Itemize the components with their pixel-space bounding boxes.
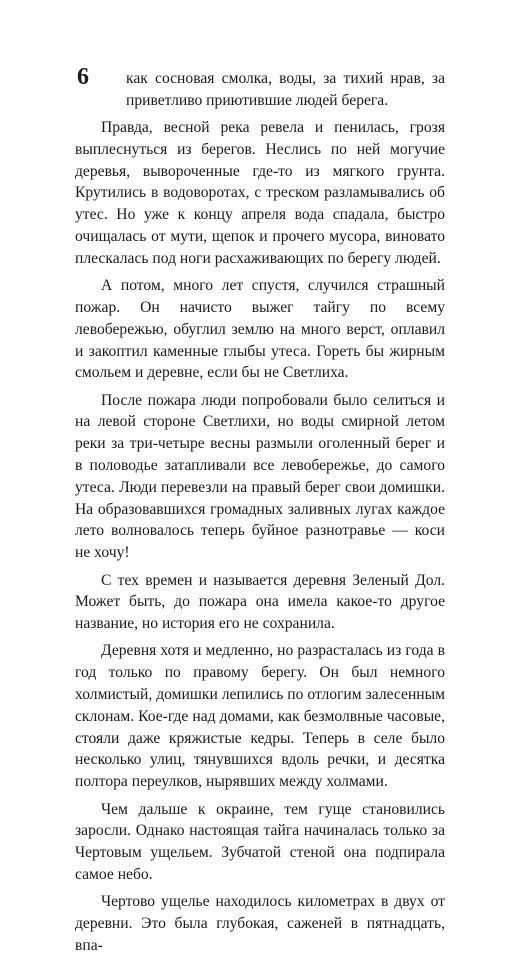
paragraph-1: как сосновая смолка, воды, за тихий нрав, за приветливо приютившие людей берега. [126, 70, 445, 109]
paragraph-6: Деревня хотя и медленно, но разрасталась из года в год только по правому берегу. Он был немного холмистый, домишки лепились по отлогим залесенным склонам. Кое-где над домами, как безмолвные часовые, стояли даже кряжистые кедры. Теперь в селе было несколько улиц, тянувшихся вдоль речки, и десятка полтора переулков, нырявших между холмами. [75, 642, 445, 791]
page-text [75, 68, 445, 962]
paragraph-8: Чертово ущелье находилось километрах в двух от деревни. Это была глубокая, саженей в пятнадцать, впа- [75, 893, 445, 954]
paragraph-5: С тех времен и называется деревня Зеленый Дол. Может быть, до пожара она имела какое-то другое название, но история его не сохранила. [75, 571, 445, 633]
paragraph-2: Правда, весной река ревела и пенилась, грозя выплеснуться из берегов. Неслись по ней могучие деревья, вывороченные где-то из мягкого грунта. Крутились в водоворотах, с треском разламывались об утес. Но уже к концу апреля вода спадала, быстро очищалась от мути, щепок и прочего мусора, виновато плескалась под ноги расхаживающих по берегу людей. [75, 119, 445, 267]
paragraph-4: После пожара люди попробовали было селиться и на левой стороне Светлихи, но воды смирной летом реки за три-четыре весны размыли оголенный берег и в половодье затапливали все левобережье, до самого утеса. Люди перевезли на правый берег свои домишки. На образовавшихся громадных заливных лугах каждое лето волновалось теперь буйное разнотравье — коси не хочу! [75, 391, 445, 562]
paragraph-3: А потом, много лет спустя, случился страшный пожар. Он начисто выжег тайгу по всему левобережью, обуглил землю на много верст, оплавил и закоптил каменные глыбы утеса. Гореть бы жирным смольем и деревне, если бы не Светлиха. [75, 277, 445, 382]
paragraph-7: Чем дальше к окраине, тем гуще становились заросли. Однако настоящая тайга начиналась только за Чертовым ущельем. Зубчатой стеной она подпирала самое небо. [75, 800, 445, 883]
page-number: 6 [77, 64, 89, 90]
